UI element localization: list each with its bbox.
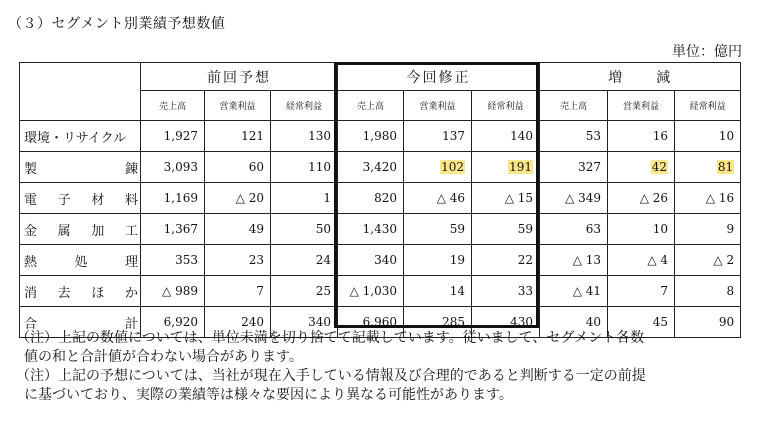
table-row [20, 183, 741, 214]
sub-header-cell: 経常利益 [271, 91, 338, 121]
sub-header-cell: 営業利益 [608, 91, 675, 121]
value-text: 25 [315, 284, 332, 298]
value-text: 130 [308, 129, 332, 143]
label-char: 熱 [24, 254, 38, 270]
value-cell [271, 214, 338, 245]
value-text: 22 [517, 253, 534, 267]
value-cell [141, 183, 205, 214]
value-text: 340 [374, 253, 398, 267]
value-cell [338, 152, 404, 183]
value-text: △ 26 [639, 191, 669, 205]
table-row [20, 152, 741, 183]
value-text: 90 [718, 315, 735, 329]
value-cell [205, 245, 271, 276]
table-row [20, 245, 741, 276]
value-text: 102 [441, 160, 465, 174]
label-char: 電 [24, 192, 38, 208]
value-cell [540, 214, 608, 245]
row-label-text [24, 220, 138, 239]
value-cell [608, 121, 675, 152]
value-text: 50 [315, 222, 332, 236]
value-cell [205, 183, 271, 214]
value-text: 53 [585, 129, 602, 143]
value-text: 6,920 [163, 315, 198, 329]
value-cell [472, 276, 540, 307]
value-text: △ 13 [572, 253, 602, 267]
note-1 [16, 329, 756, 367]
value-cell [404, 245, 472, 276]
label-char: 計 [124, 316, 138, 332]
value-cell [338, 121, 404, 152]
value-text: △ 2 [713, 253, 735, 267]
value-text: △ 41 [572, 284, 602, 298]
label-char: 料 [124, 192, 138, 208]
value-cell [271, 152, 338, 183]
value-text: 110 [308, 160, 332, 174]
value-text: 42 [651, 160, 668, 174]
value-text: 285 [442, 315, 466, 329]
value-cell [338, 183, 404, 214]
value-cell [271, 121, 338, 152]
value-text: △ 349 [565, 191, 602, 205]
label-char: 加 [91, 223, 105, 239]
note-1-line-2: 値の和と合計値が合わない場合があります。 [24, 349, 303, 365]
value-cell [472, 152, 540, 183]
sub-header-cell: 売上高 [540, 91, 608, 121]
label-char: か [124, 285, 138, 301]
value-cell [205, 152, 271, 183]
value-text: 327 [578, 160, 602, 174]
value-cell [675, 214, 741, 245]
value-text: △ 989 [162, 284, 198, 298]
group-header-previous: 前回予想 [141, 63, 338, 91]
value-cell [540, 152, 608, 183]
value-text: 137 [442, 129, 466, 143]
label-char: 金 [24, 223, 38, 239]
value-text: 19 [449, 253, 466, 267]
value-text: 59 [449, 222, 466, 236]
value-text: 7 [256, 284, 264, 298]
label-char: 理 [124, 254, 138, 270]
value-cell [404, 152, 472, 183]
value-cell [608, 183, 675, 214]
label-char: 消 [24, 285, 38, 301]
label-char: 子 [57, 192, 71, 208]
value-cell [540, 121, 608, 152]
value-cell [608, 214, 675, 245]
value-cell [675, 183, 741, 214]
notes [16, 329, 756, 405]
value-text: 10 [652, 222, 669, 236]
value-cell [141, 214, 205, 245]
sub-header-cell: 売上高 [338, 91, 404, 121]
value-cell [141, 276, 205, 307]
value-cell [271, 276, 338, 307]
value-cell [472, 245, 540, 276]
sub-header-cell: 経常利益 [675, 91, 741, 121]
label-char: 合 [24, 316, 38, 332]
row-label-text [24, 189, 138, 208]
value-text: 191 [509, 160, 533, 174]
table-row [20, 214, 741, 245]
value-text: 49 [248, 222, 264, 236]
value-cell [141, 245, 205, 276]
row-label-text [24, 251, 138, 270]
label-char: ほ [91, 285, 105, 301]
note-2-line-2: に基づいており、実際の業績等は様々な要因により異なる可能性があります。 [24, 387, 513, 403]
row-label [20, 245, 141, 276]
label-char: 製 [24, 161, 38, 177]
value-text: △ 20 [235, 191, 264, 205]
value-cell [404, 276, 472, 307]
value-text: 6,960 [362, 315, 398, 329]
row-label-text [24, 282, 138, 301]
value-cell [608, 276, 675, 307]
unit-label: 単位：億円 [672, 44, 742, 60]
value-text: 33 [517, 284, 534, 298]
value-text: △ 16 [705, 191, 735, 205]
value-cell [404, 183, 472, 214]
value-text: △ 1,030 [349, 284, 398, 298]
row-label-text: 環境・リサイクル [24, 130, 127, 146]
value-text: 59 [517, 222, 534, 236]
value-text: 24 [315, 253, 332, 267]
value-cell [404, 214, 472, 245]
value-text: 1,980 [362, 129, 398, 143]
value-text: 1 [323, 191, 332, 205]
note-2 [16, 367, 756, 405]
note-2-line-1: （注）上記の予想については、当社が現在入手している情報及び合理的であると判断する一定の前提 [16, 368, 646, 384]
label-char: 工 [124, 223, 138, 239]
value-text: 1,169 [163, 191, 198, 205]
value-text: 45 [652, 315, 669, 329]
row-label [20, 214, 141, 245]
value-text: 140 [510, 129, 534, 143]
value-cell [338, 245, 404, 276]
segment-forecast-table [19, 62, 741, 338]
value-text: 430 [510, 315, 534, 329]
group-header-revised: 今回修正 [338, 63, 540, 91]
value-cell [205, 121, 271, 152]
value-text: 820 [374, 191, 398, 205]
value-cell [472, 183, 540, 214]
label-char: 去 [57, 285, 71, 301]
value-text: 14 [449, 284, 466, 298]
value-text: 23 [248, 253, 264, 267]
value-cell [141, 152, 205, 183]
value-cell [608, 245, 675, 276]
row-label [20, 276, 141, 307]
value-cell [271, 183, 338, 214]
value-cell [205, 276, 271, 307]
table-row [20, 121, 741, 152]
value-cell [338, 214, 404, 245]
value-cell [205, 214, 271, 245]
sub-header-cell: 経常利益 [472, 91, 540, 121]
value-cell [472, 121, 540, 152]
value-text: 9 [726, 222, 735, 236]
corner-cell [20, 63, 141, 121]
value-cell [141, 121, 205, 152]
label-char: 属 [57, 223, 71, 239]
value-cell [675, 121, 741, 152]
value-text: △ 4 [647, 253, 669, 267]
label-char: 材 [91, 192, 105, 208]
sub-header-cell: 売上高 [141, 91, 205, 121]
row-label [20, 121, 141, 152]
value-text: 1,927 [163, 129, 198, 143]
value-text: 1,430 [362, 222, 398, 236]
value-text: 7 [660, 284, 669, 298]
value-text: 60 [248, 160, 264, 174]
value-cell [472, 214, 540, 245]
sub-header-cell: 営業利益 [404, 91, 472, 121]
value-text: △ 15 [504, 191, 534, 205]
value-text: 1,367 [163, 222, 198, 236]
label-char: 処 [74, 254, 88, 270]
value-cell [404, 121, 472, 152]
value-text: 353 [175, 253, 198, 267]
group-header-row [20, 63, 741, 91]
value-text: 240 [241, 315, 264, 329]
value-cell [540, 183, 608, 214]
value-text: 63 [585, 222, 602, 236]
note-1-line-1: （注）上記の数値については、単位未満を切り捨てて記載しています。従いまして、セグメント各数 [16, 330, 645, 346]
value-cell [540, 276, 608, 307]
value-cell [675, 152, 741, 183]
value-cell [608, 152, 675, 183]
value-cell [675, 245, 741, 276]
row-label [20, 183, 141, 214]
value-text: 3,093 [163, 160, 198, 174]
row-label [20, 152, 141, 183]
group-header-change: 増 減 [540, 63, 741, 91]
value-cell [271, 245, 338, 276]
value-text: 3,420 [362, 160, 398, 174]
value-cell [675, 276, 741, 307]
value-cell [338, 276, 404, 307]
label-char: 錬 [124, 161, 138, 177]
value-text: 8 [726, 284, 735, 298]
sub-header-cell: 営業利益 [205, 91, 271, 121]
row-label-text [24, 158, 138, 177]
value-text: 81 [717, 160, 734, 174]
value-text: 340 [308, 315, 332, 329]
value-text: 16 [652, 129, 669, 143]
table-row [20, 276, 741, 307]
value-text: 10 [718, 129, 735, 143]
value-text: 121 [241, 129, 264, 143]
value-text: 40 [585, 315, 602, 329]
value-cell [540, 245, 608, 276]
value-text: △ 46 [436, 191, 466, 205]
section-title: （３）セグメント別業績予想数値 [8, 16, 226, 32]
